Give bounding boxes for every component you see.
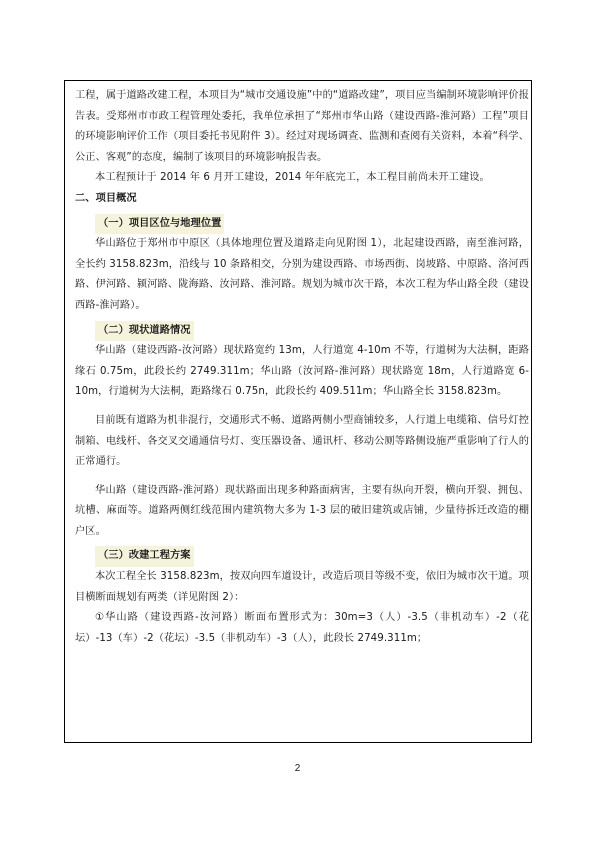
reconstruction-paragraph: 本次工程全长 3158.823m，按双向四车道设计，改造后项目等级不变，依旧为城市次干道。项目横断面规划有两类（详见附图 2）： xyxy=(75,571,529,603)
location-paragraph: 华山路位于郑州市中原区（具体地理位置及道路走向见附图 1），北起建设西路，南至淮河路，全长约 3158.823m，沿线与 10 条路相交，分别为建设西路、市场西街、岗坡路、中原路、洛河西路、伊河路、颍河路、陇海路、汝河路、淮河路。规划为城市次干路，本次工程为华山路全段（建设西路-淮河路）。 xyxy=(75,238,529,311)
current-road-paragraph: 华山路（建设西路-汝河路）现状路宽约 13m，人行道宽 4-10m 不等，行道树为大法桐，距路缘石 0.75m，此段长约 2749.311m；华山路（汝河路-淮河路）现状路宽 18m，人行道路宽 6-10m，行道树为大法桐，距路缘石 0.75n，此段长约 409.511m；华山路全长 3158.823m。 xyxy=(75,345,529,398)
subsection-heading-reconstruction: （三）改建工程方案 xyxy=(95,546,194,567)
intro-paragraph: 工程，属于道路改建工程，本项目为“城市交通设施”中的“道路改建”，项目应当编制环境影响评价报告表。受郑州市市政工程管理处委托，我单位承担了“郑州市华山路（建设西路-淮河路）工程”项目的环境影响评价工作（项目委托书见附件 3）。经过对现场调查、监测和查阅有关资料，本着“科学、公正、客观”的态度，编制了该项目的环境影响报告表。 xyxy=(75,90,529,163)
subsection-heading-current-road: （二）现状道路情况 xyxy=(95,321,194,342)
page-number: 2 xyxy=(294,763,301,774)
subsection-heading-location: （一）项目区位与地理位置 xyxy=(95,214,224,235)
section-heading-project-overview: 二、项目概况 xyxy=(75,192,137,204)
cross-section-paragraph: ①华山路（建设西路-汝河路）断面布置形式为：30m=3（人）-3.5（非机动车）-2（花坛）-13（车）-2（花坛）-3.5（非机动车）-3（人），此段长 2749.311m； xyxy=(75,612,529,644)
document-body xyxy=(75,86,529,649)
traffic-paragraph: 目前既有道路为机非混行，交通形式不畅、道路两侧小型商铺较多，人行道上电缆箱、信号灯控制箱、电线杆、各交叉交通通信号灯、变压器设备、通讯杆、移动公厕等路侧设施严重影响了行人的正常通行。 xyxy=(75,414,529,468)
pavement-paragraph: 华山路（建设西路-淮河路）现状路面出现多种路面病害，主要有纵向开裂，横向开裂、拥包、坑槽、麻面等。道路两侧红线范围内建筑物大多为 1-3 层的破旧建筑或店铺，少量待拆迁改造的棚户区。 xyxy=(75,484,529,537)
schedule-paragraph: 本工程预计于 2014 年 6 月开工建设，2014 年年底完工，本工程目前尚未开工建设。 xyxy=(95,172,490,184)
